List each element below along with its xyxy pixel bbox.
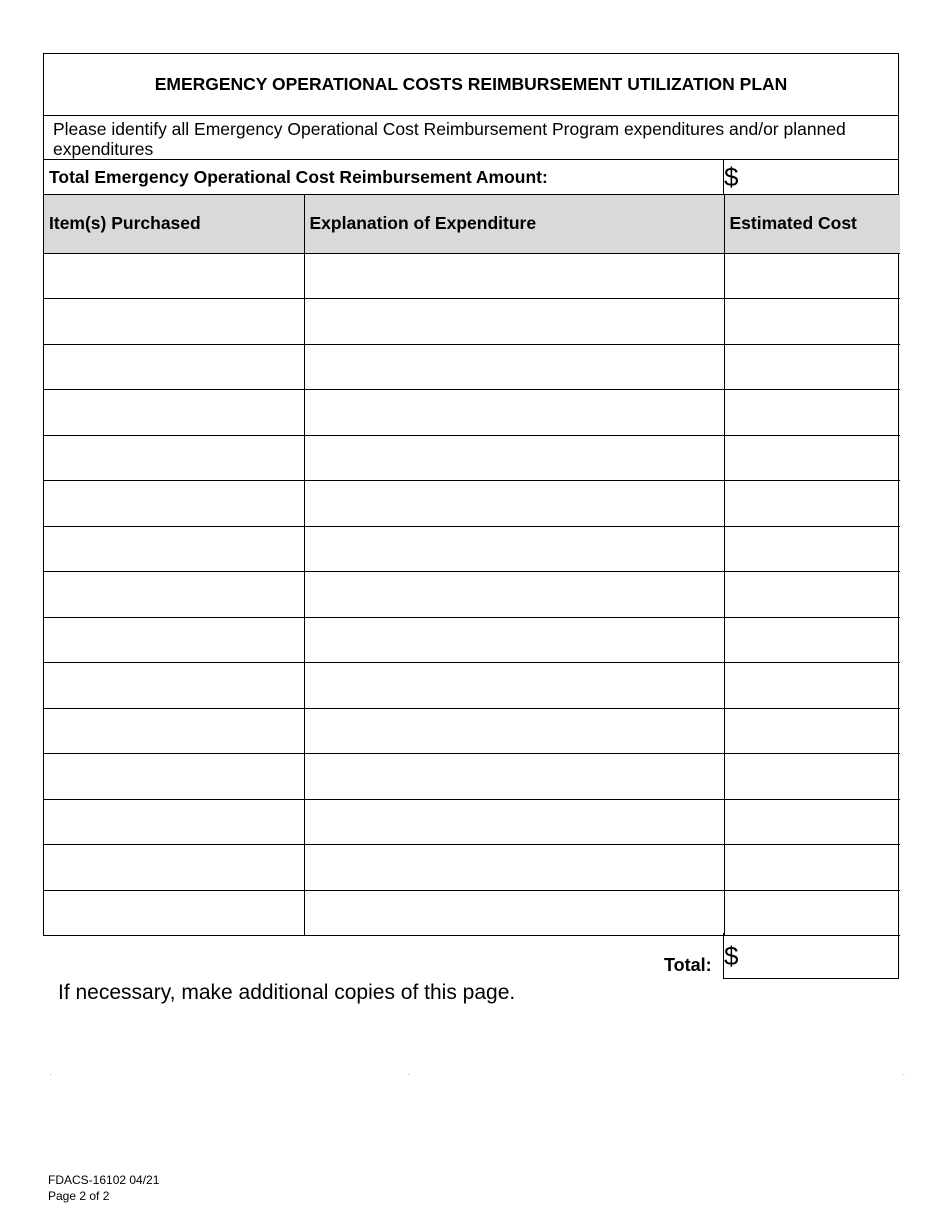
estimated-cost-input[interactable]: [725, 390, 901, 435]
currency-symbol: $: [724, 162, 739, 192]
form-title: EMERGENCY OPERATIONAL COSTS REIMBURSEMENT UTILIZATION PLAN: [44, 54, 898, 116]
explanation-input[interactable]: [305, 299, 724, 344]
column-header-explanation: Explanation of Expenditure: [304, 195, 724, 253]
explanation-input[interactable]: [305, 254, 724, 299]
item-purchased-input[interactable]: [44, 663, 304, 708]
table-row: [44, 890, 900, 936]
estimated-cost-input[interactable]: [725, 254, 901, 299]
item-purchased-cell: [44, 754, 304, 800]
estimated-cost-cell: [724, 890, 900, 936]
item-purchased-input[interactable]: [44, 254, 304, 299]
item-purchased-input[interactable]: [44, 891, 304, 936]
explanation-cell: [304, 344, 724, 390]
item-purchased-cell: [44, 845, 304, 891]
table-row: [44, 253, 900, 299]
explanation-input[interactable]: [305, 663, 724, 708]
explanation-cell: [304, 572, 724, 618]
item-purchased-cell: [44, 253, 304, 299]
decorative-dot: .: [408, 1071, 410, 1077]
explanation-cell: [304, 253, 724, 299]
estimated-cost-cell: [724, 799, 900, 845]
estimated-cost-cell: [724, 708, 900, 754]
total-amount-field[interactable]: [724, 160, 738, 194]
explanation-cell: [304, 890, 724, 936]
item-purchased-cell: [44, 663, 304, 709]
additional-copies-note: If necessary, make additional copies of this page.: [58, 981, 516, 1004]
table-row: [44, 390, 900, 436]
table-row: [44, 526, 900, 572]
item-purchased-input[interactable]: [44, 709, 304, 754]
estimated-cost-cell: [724, 663, 900, 709]
explanation-input[interactable]: [305, 709, 724, 754]
estimated-cost-cell: [724, 481, 900, 527]
item-purchased-input[interactable]: [44, 845, 304, 890]
estimated-cost-cell: [724, 845, 900, 891]
estimated-cost-input[interactable]: [725, 345, 901, 390]
table-header-row: [44, 195, 900, 253]
total-currency-symbol: $: [724, 940, 739, 971]
explanation-input[interactable]: [305, 345, 724, 390]
explanation-input[interactable]: [305, 390, 724, 435]
item-purchased-input[interactable]: [44, 390, 304, 435]
item-purchased-input[interactable]: [44, 345, 304, 390]
item-purchased-cell: [44, 299, 304, 345]
table-row: [44, 799, 900, 845]
item-purchased-cell: [44, 617, 304, 663]
estimated-cost-cell: [724, 253, 900, 299]
item-purchased-cell: [44, 344, 304, 390]
estimated-cost-input[interactable]: [725, 299, 901, 344]
estimated-cost-cell: [724, 617, 900, 663]
estimated-cost-input[interactable]: [725, 754, 901, 799]
explanation-input[interactable]: [305, 436, 724, 481]
explanation-cell: [304, 754, 724, 800]
estimated-cost-input[interactable]: [725, 527, 901, 572]
explanation-cell: [304, 799, 724, 845]
table-row: [44, 754, 900, 800]
explanation-input[interactable]: [305, 618, 724, 663]
expenditure-table: [44, 195, 900, 936]
explanation-cell: [304, 526, 724, 572]
explanation-input[interactable]: [305, 800, 724, 845]
explanation-cell: [304, 299, 724, 345]
item-purchased-input[interactable]: [44, 618, 304, 663]
item-purchased-input[interactable]: [44, 527, 304, 572]
explanation-input[interactable]: [305, 572, 724, 617]
table-row: [44, 299, 900, 345]
estimated-cost-input[interactable]: [725, 572, 901, 617]
table-row: [44, 344, 900, 390]
item-purchased-cell: [44, 526, 304, 572]
utilization-plan-form: [43, 53, 899, 936]
table-row: [44, 663, 900, 709]
estimated-cost-input[interactable]: [725, 891, 901, 936]
explanation-input[interactable]: [305, 845, 724, 890]
item-purchased-cell: [44, 435, 304, 481]
item-purchased-cell: [44, 799, 304, 845]
estimated-cost-cell: [724, 572, 900, 618]
page-footer: [48, 1172, 159, 1204]
estimated-cost-input[interactable]: [725, 481, 901, 526]
item-purchased-cell: [44, 390, 304, 436]
decorative-dot: .: [50, 1071, 52, 1077]
item-purchased-input[interactable]: [44, 299, 304, 344]
estimated-cost-input[interactable]: [725, 800, 901, 845]
total-amount-label: Total Emergency Operational Cost Reimbursement Amount:: [44, 160, 724, 194]
explanation-input[interactable]: [305, 527, 724, 572]
estimated-cost-cell: [724, 435, 900, 481]
total-label: Total:: [664, 955, 712, 975]
estimated-cost-cell: [724, 299, 900, 345]
column-header-cost: Estimated Cost: [724, 195, 900, 253]
column-header-items: Item(s) Purchased: [44, 195, 304, 253]
explanation-input[interactable]: [305, 891, 724, 936]
item-purchased-input[interactable]: [44, 800, 304, 845]
estimated-cost-input[interactable]: [725, 663, 901, 708]
estimated-cost-cell: [724, 526, 900, 572]
explanation-input[interactable]: [305, 754, 724, 799]
item-purchased-cell: [44, 572, 304, 618]
table-row: [44, 435, 900, 481]
table-row: [44, 708, 900, 754]
item-purchased-cell: [44, 708, 304, 754]
estimated-cost-input[interactable]: [725, 845, 901, 890]
total-field[interactable]: [723, 933, 899, 979]
table-row: [44, 845, 900, 891]
estimated-cost-cell: [724, 344, 900, 390]
item-purchased-input[interactable]: [44, 572, 304, 617]
form-instruction: Please identify all Emergency Operational Cost Reimbursement Program expenditures and/or planned expenditures: [44, 116, 898, 160]
table-row: [44, 481, 900, 527]
estimated-cost-cell: [724, 390, 900, 436]
estimated-cost-input[interactable]: [725, 618, 901, 663]
explanation-cell: [304, 663, 724, 709]
item-purchased-input[interactable]: [44, 436, 304, 481]
estimated-cost-input[interactable]: [725, 709, 901, 754]
table-row: [44, 572, 900, 618]
estimated-cost-cell: [724, 754, 900, 800]
item-purchased-input[interactable]: [44, 754, 304, 799]
form-code: FDACS-16102 04/21: [48, 1173, 160, 1187]
explanation-cell: [304, 708, 724, 754]
estimated-cost-input[interactable]: [725, 436, 901, 481]
explanation-cell: [304, 617, 724, 663]
explanation-cell: [304, 390, 724, 436]
item-purchased-cell: [44, 481, 304, 527]
explanation-cell: [304, 845, 724, 891]
page-number: Page 2 of 2: [48, 1189, 110, 1203]
explanation-input[interactable]: [305, 481, 724, 526]
item-purchased-cell: [44, 890, 304, 936]
item-purchased-input[interactable]: [44, 481, 304, 526]
total-amount-row: [44, 160, 898, 195]
explanation-cell: [304, 481, 724, 527]
explanation-cell: [304, 435, 724, 481]
decorative-dot: .: [903, 1071, 905, 1077]
table-row: [44, 617, 900, 663]
